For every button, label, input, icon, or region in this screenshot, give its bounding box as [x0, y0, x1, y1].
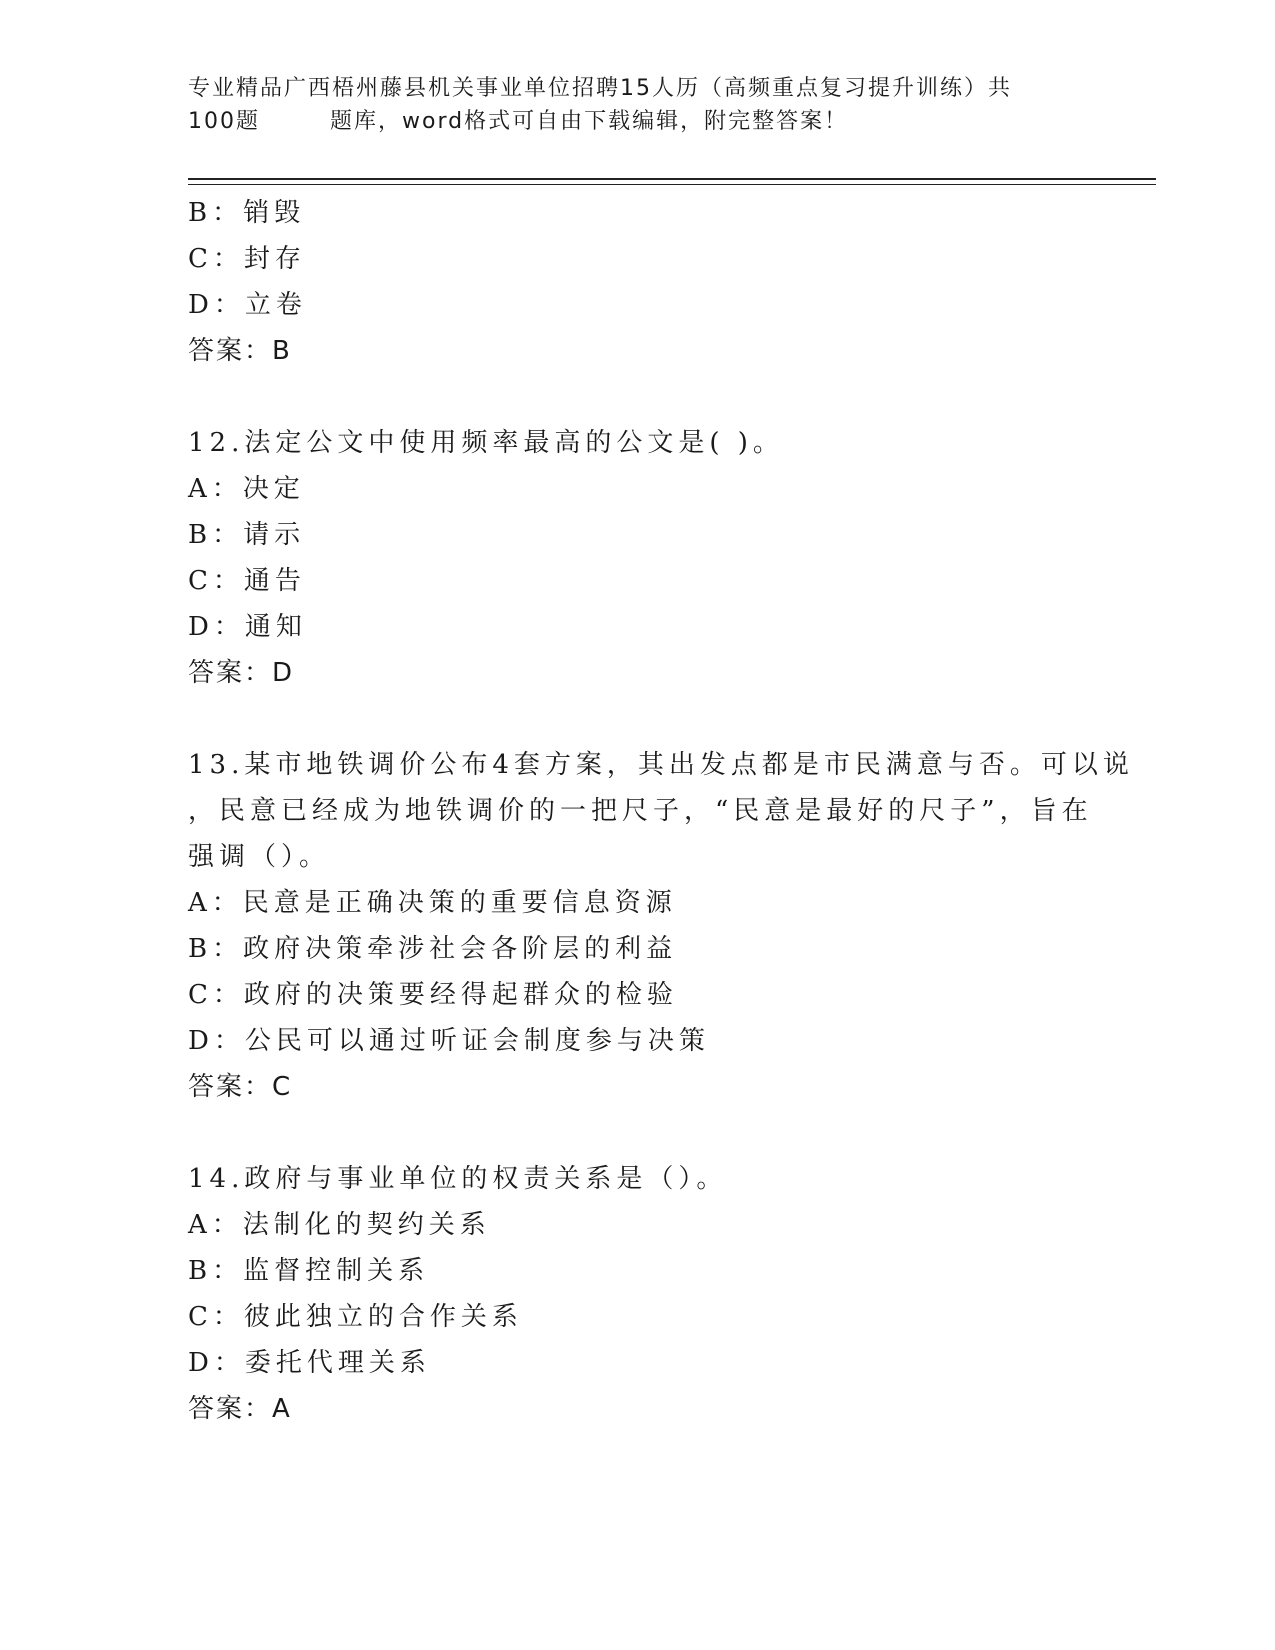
option-b: B：销毁 [188, 198, 306, 228]
option-a: A：决定 [188, 474, 305, 504]
answer-line: 答案：A [188, 1394, 292, 1424]
answer-line: 答案：D [188, 658, 295, 688]
spacer [188, 696, 1088, 742]
document-header [188, 72, 1088, 138]
option-c: C：政府的决策要经得起群众的检验 [188, 980, 678, 1010]
question-text-line-1: 13.某市地铁调价公布4套方案，其出发点都是市民满意与否。可以说 [188, 750, 1134, 780]
option-b: B：政府决策牵涉社会各阶层的利益 [188, 934, 678, 964]
option-a: A：民意是正确决策的重要信息资源 [188, 888, 677, 918]
option-c: C：彼此独立的合作关系 [188, 1302, 523, 1332]
option-d: D：委托代理关系 [188, 1348, 431, 1378]
header-divider-thick [188, 178, 1156, 180]
header-description: 题库，word格式可自由下载编辑，附完整答案！ [330, 109, 849, 134]
header-count: 100题 [188, 109, 260, 134]
question-text: 14.政府与事业单位的权责关系是（）。 [188, 1164, 728, 1194]
answer-line: 答案：B [188, 336, 292, 366]
option-d: D：通知 [188, 612, 307, 642]
question-11-continuation [188, 190, 1088, 374]
option-d: D：公民可以通过听证会制度参与决策 [188, 1026, 710, 1056]
spacer [188, 374, 1088, 420]
question-text: 12.法定公文中使用频率最高的公文是( )。 [188, 428, 784, 458]
option-a: A：法制化的契约关系 [188, 1210, 491, 1240]
question-text-line-2: ，民意已经成为地铁调价的一把尺子，“民意是最好的尺子”，旨在 [188, 796, 1093, 826]
question-12 [188, 420, 1088, 696]
option-d: D：立卷 [188, 290, 307, 320]
spacer [188, 1110, 1088, 1156]
question-13 [188, 742, 1134, 1110]
question-14 [188, 1156, 1088, 1432]
question-text-line-3: 强调（）。 [188, 842, 331, 872]
question-list [188, 190, 1134, 1432]
option-b: B：监督控制关系 [188, 1256, 430, 1286]
header-line-1: 专业精品广西梧州藤县机关事业单位招聘15人历（高频重点复习提升训练）共 [188, 76, 1012, 101]
answer-line: 答案：C [188, 1072, 293, 1102]
option-b: B：请示 [188, 520, 306, 550]
header-line-2 [188, 105, 1088, 138]
header-divider-thin [188, 184, 1156, 185]
option-c: C：封存 [188, 244, 306, 274]
option-c: C：通告 [188, 566, 306, 596]
